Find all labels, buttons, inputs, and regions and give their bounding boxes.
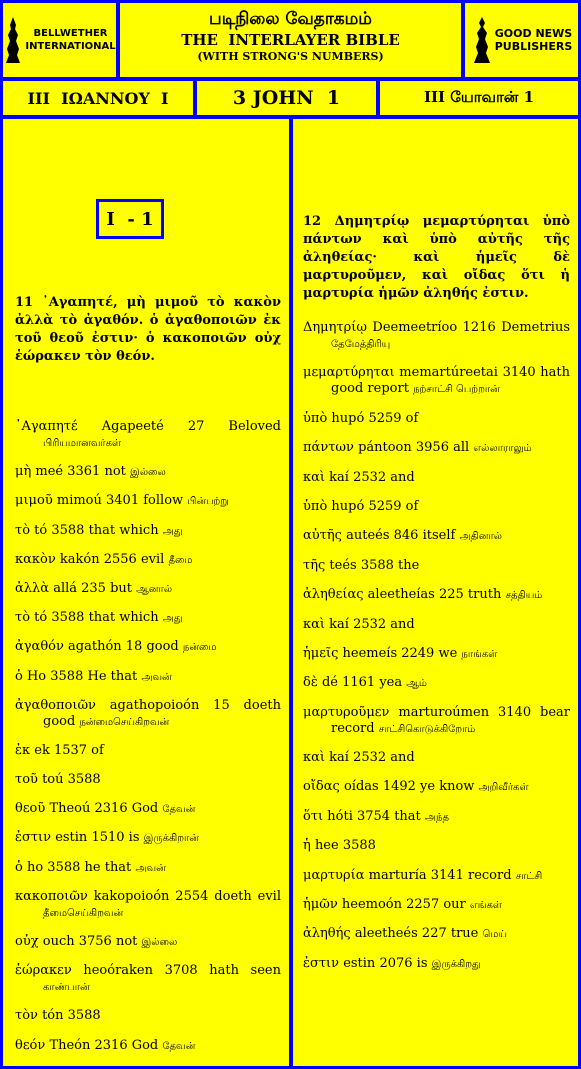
word-gloss: ho 3588 he that	[26, 859, 132, 875]
tamil-gloss: அது	[162, 525, 183, 537]
greek-word: ἀγαθοποιῶν	[15, 697, 96, 713]
word-gloss: kakopoioón 2554 doeth evil	[93, 888, 281, 904]
left-word-list	[15, 419, 281, 1067]
word-gloss: auteés 846 itself	[346, 528, 456, 544]
word-entry	[15, 1008, 281, 1025]
word-entry	[15, 639, 281, 656]
right-word-list	[303, 320, 570, 985]
greek-word: καὶ	[303, 750, 326, 766]
greek-word: ἡμῶν	[303, 897, 338, 913]
greek-word: ὁ	[15, 668, 23, 684]
tamil-gloss: இல்லை	[130, 467, 166, 479]
tamil-gloss: பிரியமானவர்கள்	[43, 438, 122, 449]
tamil-gloss: எங்கள்	[469, 900, 502, 912]
word-entry	[15, 743, 281, 760]
word-entry	[15, 610, 281, 627]
greek-word: μιμοῦ	[15, 493, 53, 509]
word-entry	[303, 528, 570, 545]
word-gloss: dé 1161 yea	[321, 675, 403, 691]
greek-word: θεοῦ	[15, 801, 46, 817]
tamil-gloss: சத்தியம்	[505, 590, 543, 602]
word-gloss: allá 235 but	[53, 580, 132, 596]
tamil-gloss: தீமை	[168, 554, 193, 566]
left-logo-line1: BELLWETHER	[33, 28, 108, 39]
greek-word: μεμαρτύρηται	[303, 365, 395, 381]
word-gloss: tón 3588	[42, 1008, 101, 1024]
word-entry	[303, 646, 570, 663]
greek-word: Δημητρίῳ	[303, 320, 367, 335]
word-gloss: hóti 3754 that	[327, 808, 421, 824]
word-entry	[15, 889, 281, 922]
goodnews-logo	[465, 3, 578, 77]
word-entry	[303, 499, 570, 516]
word-entry	[15, 934, 281, 951]
word-gloss: oídas 1492 ye know	[343, 779, 475, 795]
tamil-gloss: தேவன்	[162, 1040, 196, 1052]
word-entry	[15, 419, 281, 452]
tamil-gloss: சாட்சி	[515, 870, 543, 882]
word-entry	[303, 470, 570, 487]
word-gloss: heemoón 2257 our	[341, 897, 466, 913]
greek-word: δὲ	[303, 675, 318, 691]
word-entry	[303, 617, 570, 634]
word-gloss: agathón 18 good	[68, 639, 179, 655]
word-entry	[15, 464, 281, 481]
greek-word: αὐτῆς	[303, 528, 342, 544]
word-gloss: mimoú 3401 follow	[56, 493, 184, 509]
greek-word: καὶ	[303, 616, 326, 632]
word-entry	[303, 897, 570, 914]
word-entry	[15, 860, 281, 877]
right-column	[293, 119, 578, 1066]
greek-word: ᾿Αγαπητέ	[15, 419, 78, 434]
word-gloss: marturoúmen 3140 bear record	[331, 704, 570, 736]
word-entry	[15, 801, 281, 818]
word-gloss: Ho 3588 He that	[26, 668, 138, 684]
word-entry	[15, 698, 281, 731]
word-entry	[303, 779, 570, 796]
greek-word: ὑπὸ	[303, 498, 328, 514]
tamil-gloss: அவன்	[141, 671, 172, 683]
word-entry	[303, 365, 570, 398]
greek-word: ἀληθείας	[303, 587, 364, 603]
greek-word: οἴδας	[303, 779, 340, 795]
word-gloss: toú 3588	[42, 772, 101, 788]
greek-word: μὴ	[15, 464, 32, 480]
word-gloss: Theoú 2316 God	[49, 801, 159, 817]
word-gloss: memartúreetai 3140 hath good report	[331, 365, 570, 397]
word-gloss: agathopoioón 15 doeth good	[43, 697, 281, 729]
word-gloss: Agapeeté 27 Beloved	[101, 419, 281, 434]
greek-word: ἀλλὰ	[15, 580, 50, 596]
tamil-gloss: தீமைசெய்கிறவன்	[43, 907, 124, 919]
tamil-gloss: ஆம்	[406, 678, 427, 690]
tamil-gloss: நன்மை	[182, 642, 217, 654]
word-entry	[303, 926, 570, 943]
tamil-gloss: அவன்	[135, 862, 166, 874]
greek-word: τὸν	[15, 1008, 38, 1024]
greek-word: ὑπὸ	[303, 410, 328, 426]
tamil-gloss: எல்லாராலும்	[473, 443, 532, 455]
word-entry	[15, 552, 281, 569]
word-gloss: aleetheías 225 truth	[367, 587, 502, 603]
word-entry	[303, 440, 570, 457]
bellwether-icon	[3, 15, 23, 65]
word-entry	[15, 493, 281, 510]
word-entry	[303, 675, 570, 692]
word-gloss: estin 1510 is	[55, 830, 140, 846]
tamil-gloss: தேவன்	[162, 804, 196, 816]
word-entry	[303, 558, 570, 575]
greek-word: μαρτυρία	[303, 867, 365, 883]
greek-word: μαρτυροῦμεν	[303, 704, 390, 720]
word-entry	[15, 772, 281, 789]
word-entry	[303, 956, 570, 973]
word-entry	[303, 587, 570, 604]
word-gloss: hupó 5259 of	[331, 410, 419, 426]
word-gloss: kakón 2556 evil	[59, 551, 165, 567]
verse-11-text: 11 ᾿Αγαπητέ, μὴ μιμοῦ τὸ κακὸν ἀλλὰ τὸ ἀγαθόν. ὁ ἀγαθοποιῶν ἐκ τοῦ θεοῦ ἐστιν· ὁ κακοποιῶν οὐχ ἑώρακεν τὸν θεόν.	[15, 295, 281, 364]
greek-word: θεόν	[15, 1037, 46, 1053]
word-entry	[303, 320, 570, 353]
word-entry	[303, 705, 570, 738]
tamil-gloss: அதினால்	[459, 531, 502, 543]
word-gloss: aleetheés 227 true	[354, 926, 479, 942]
word-entry	[303, 411, 570, 428]
tamil-gloss: அது	[162, 613, 183, 625]
greek-word: ἀληθής	[303, 926, 351, 942]
ref-tamil: III யோவான் 1	[380, 81, 578, 115]
word-gloss: pántoon 3956 all	[358, 440, 470, 456]
ref-greek: III ΙΩΑΝΝΟΥ Ι	[3, 81, 193, 115]
tamil-gloss: இருக்கிறது	[431, 958, 481, 970]
ref-english: 3 JOHN 1	[197, 81, 376, 115]
greek-word: κακὸν	[15, 551, 56, 567]
bellwether-logo	[3, 3, 116, 77]
greek-word: ὅτι	[303, 808, 324, 824]
word-gloss: Deemeetríoo 1216 Demetrius	[372, 320, 570, 335]
word-entry	[15, 963, 281, 996]
word-gloss: heoóraken 3708 hath seen	[83, 963, 281, 979]
word-gloss: ouch 3756 not	[42, 934, 138, 949]
left-column	[3, 119, 289, 1066]
greek-word: οὐχ	[15, 934, 39, 949]
greek-word: ἀγαθόν	[15, 639, 64, 655]
right-logo-line1: GOOD NEWS	[494, 27, 573, 40]
word-gloss: heemeís 2249 we	[342, 645, 458, 661]
tamil-gloss: நாங்கள்	[461, 648, 498, 660]
tamil-gloss: நன்மைசெய்கிறவன்	[79, 716, 170, 728]
title-tamil: படிநிலை வேதாகமம்	[209, 9, 372, 29]
word-gloss: tó 3588 that which	[34, 522, 159, 538]
word-gloss: Theón 2316 God	[49, 1037, 159, 1053]
tamil-gloss: தேமேத்திரியு	[331, 339, 391, 350]
word-gloss: tó 3588 that which	[34, 610, 159, 626]
greek-word: ἐκ	[15, 742, 31, 758]
greek-word: κακοποιῶν	[15, 888, 88, 904]
word-entry	[15, 581, 281, 598]
tamil-gloss: இருக்கிறான்	[143, 833, 199, 845]
header-title-block	[120, 3, 461, 77]
greek-word: ἐστιν	[303, 955, 340, 971]
tamil-gloss: நற்சாட்சி பெற்றான்	[413, 384, 500, 396]
tamil-gloss: அந்த	[424, 811, 449, 823]
word-gloss: marturía 3141 record	[368, 867, 512, 883]
tamil-gloss: மெய்	[482, 929, 507, 941]
greek-word: πάντων	[303, 440, 354, 456]
tamil-gloss: சாட்சிகொடுக்கிறோம்	[378, 723, 476, 735]
word-gloss: estin 2076 is	[343, 955, 428, 971]
word-gloss: hee 3588	[314, 838, 376, 854]
tamil-gloss: பின்பற்று	[187, 496, 229, 508]
tamil-gloss: இல்லை	[141, 937, 178, 948]
word-entry	[303, 838, 570, 855]
word-entry	[303, 809, 570, 826]
word-gloss: ek 1537 of	[34, 742, 104, 758]
word-entry	[15, 523, 281, 540]
word-gloss: hupó 5259 of	[331, 498, 419, 514]
greek-word: τὸ	[15, 522, 31, 538]
greek-word: ἡ	[303, 838, 311, 854]
greek-word: ὁ	[15, 859, 23, 875]
title-subtitle: (WITH STRONG'S NUMBERS)	[197, 50, 384, 63]
goodnews-icon	[471, 15, 493, 65]
greek-word: τοῦ	[15, 772, 38, 788]
greek-word: καὶ	[303, 469, 326, 485]
word-entry	[15, 669, 281, 686]
word-entry	[303, 750, 570, 767]
greek-word: τῆς	[303, 557, 326, 573]
word-entry	[15, 830, 281, 847]
verse-12-text: 12 Δημητρίῳ μεμαρτύρηται ὑπὸ πάντων καὶ ὑπὸ αὐτῆς τῆς ἀληθείας· καὶ ἡμεῖς δὲ μαρτυροῦμεν, καὶ οἴδας ὅτι ἡ μαρτυρία ἡμῶν ἀληθής ἐστιν.	[303, 214, 570, 301]
greek-word: ἑώρακεν	[15, 963, 72, 979]
word-gloss: kaí 2532 and	[329, 469, 415, 485]
left-logo-line2: INTERNATIONAL	[25, 41, 116, 52]
greek-word: ἡμεῖς	[303, 645, 339, 661]
word-entry	[303, 868, 570, 885]
chapter-label: I - 1	[96, 199, 164, 239]
right-logo-line2: PUBLISHERS	[494, 40, 573, 53]
word-gloss: kaí 2532 and	[329, 750, 415, 766]
greek-word: ἐστιν	[15, 830, 52, 846]
tamil-gloss: காண்பான்	[43, 982, 90, 994]
word-entry	[15, 1038, 281, 1055]
word-gloss: kaí 2532 and	[329, 616, 415, 632]
word-gloss: teés 3588 the	[329, 557, 420, 573]
tamil-gloss: ஆனால்	[136, 583, 173, 595]
word-gloss: meé 3361 not	[35, 464, 126, 480]
tamil-gloss: அறிவீர்கள்	[478, 782, 529, 794]
greek-word: τὸ	[15, 610, 31, 626]
title-english: THE INTERLAYER BIBLE	[181, 31, 400, 49]
